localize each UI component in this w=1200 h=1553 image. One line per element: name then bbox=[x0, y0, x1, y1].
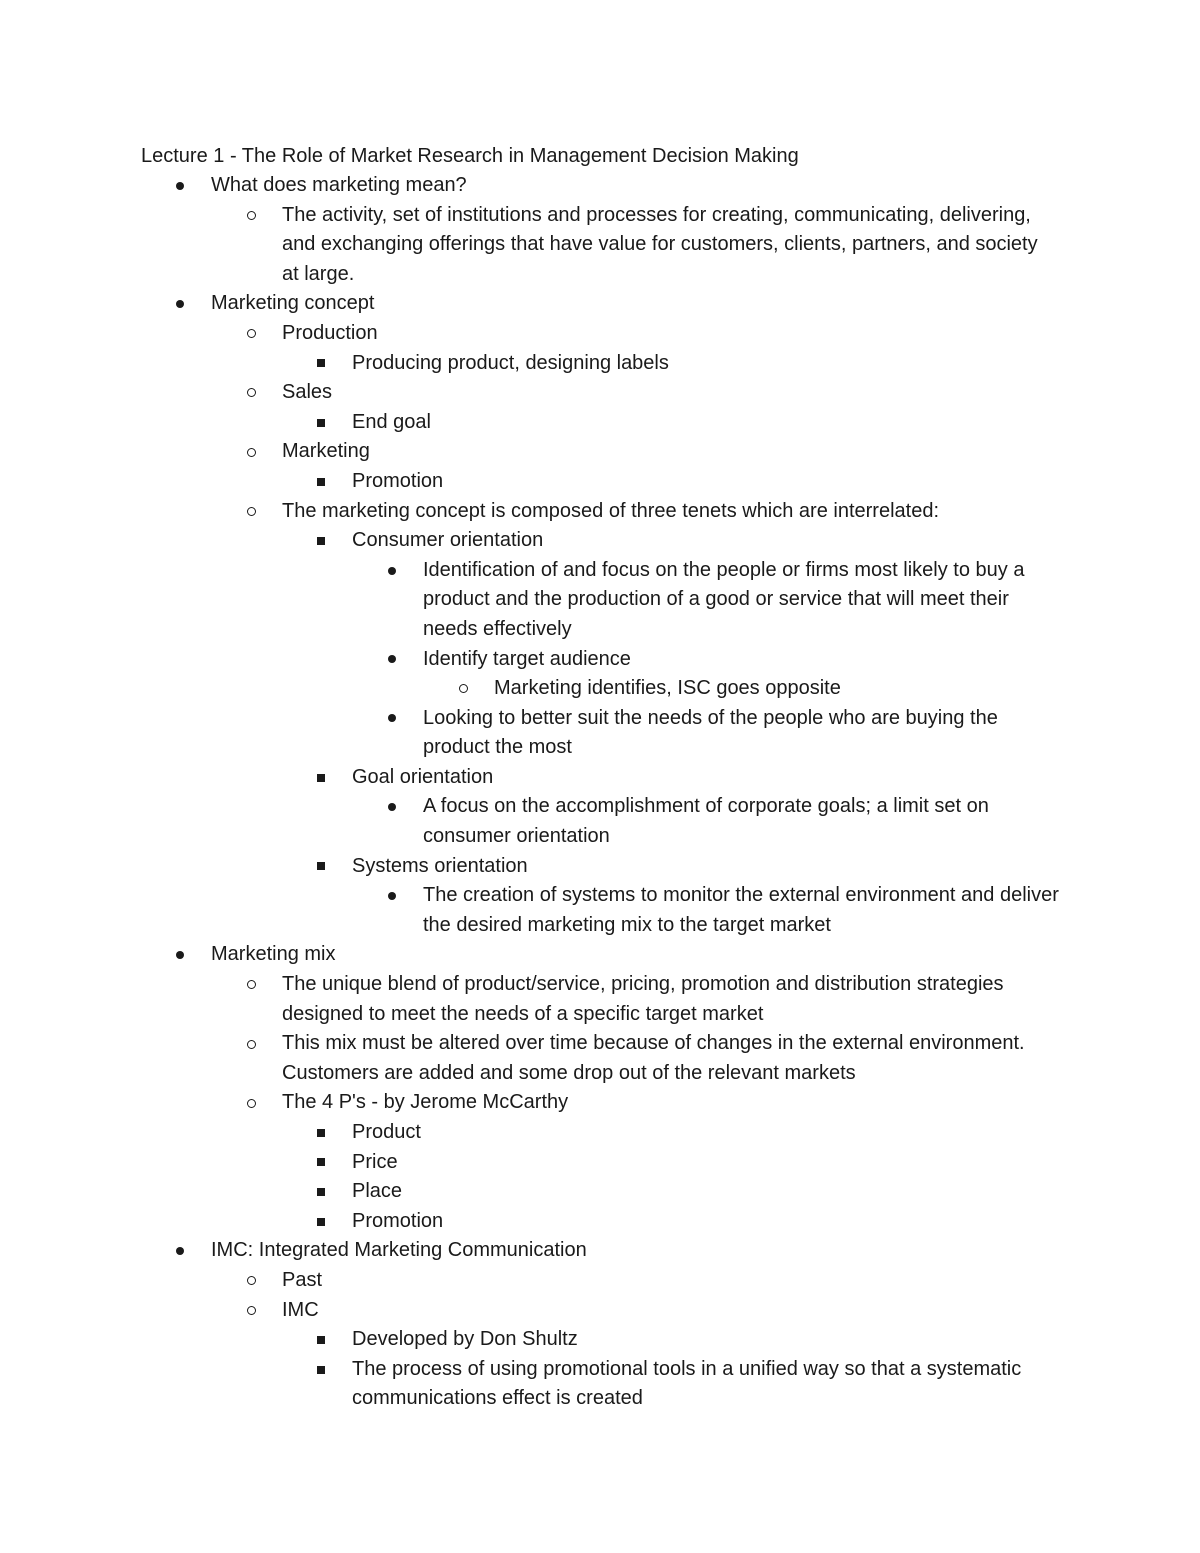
list-item-text: Developed by Don Shultz bbox=[352, 1328, 578, 1351]
list-item bbox=[352, 763, 1052, 793]
list-item-text: What does marketing mean? bbox=[211, 174, 467, 196]
list-item-text: Sales bbox=[282, 381, 333, 404]
list-item bbox=[352, 1148, 1052, 1178]
list-item bbox=[352, 1177, 1052, 1207]
filled-circle-bullet-icon bbox=[385, 704, 399, 734]
filled-circle-bullet-icon bbox=[173, 289, 187, 319]
list-item bbox=[352, 1325, 1052, 1355]
list-item bbox=[282, 1266, 1042, 1296]
filled-circle-bullet-icon bbox=[385, 881, 399, 911]
list-item-text: The unique blend of product/service, pricing, promotion and distribution strategies designed to meet the needs of a specific target market bbox=[282, 973, 1004, 1025]
square-bullet-icon bbox=[314, 526, 328, 556]
list-item bbox=[282, 497, 1042, 527]
list-item bbox=[282, 1088, 1042, 1118]
hollow-circle-bullet-icon bbox=[244, 1296, 258, 1326]
square-bullet-icon bbox=[314, 1325, 328, 1355]
hollow-circle-bullet-icon bbox=[244, 1088, 258, 1118]
list-item bbox=[423, 792, 1063, 851]
filled-circle-bullet-icon bbox=[385, 645, 399, 675]
square-bullet-icon bbox=[314, 763, 328, 793]
page-title: Lecture 1 - The Role of Market Research in Management Decision Making bbox=[141, 145, 799, 167]
list-item-text: Past bbox=[282, 1268, 323, 1291]
list-item bbox=[352, 852, 1052, 882]
list-item-text: Producing product, designing labels bbox=[352, 351, 669, 374]
list-item bbox=[423, 556, 1063, 645]
hollow-circle-bullet-icon bbox=[244, 437, 258, 467]
list-item-text: Product bbox=[352, 1121, 421, 1143]
hollow-circle-bullet-icon bbox=[244, 1266, 258, 1296]
list-item-text: This mix must be altered over time because of changes in the external environment. Customers are added and some drop out of the relevant markets bbox=[282, 1032, 1025, 1084]
list-item bbox=[352, 526, 1052, 556]
bullet-outline bbox=[0, 171, 1200, 1414]
filled-circle-bullet-icon bbox=[173, 1236, 187, 1266]
list-item-text: Production bbox=[282, 321, 378, 344]
list-item-text: The activity, set of institutions and processes for creating, communicating, delivering, and exchanging offerings that have value for customers, clients, partners, and society at large. bbox=[282, 203, 1038, 285]
hollow-circle-bullet-icon bbox=[244, 201, 258, 231]
list-item-text: A focus on the accomplishment of corporate goals; a limit set on consumer orientation bbox=[423, 795, 989, 848]
list-item bbox=[211, 289, 1061, 319]
list-item bbox=[282, 437, 1042, 467]
list-item bbox=[352, 467, 1052, 497]
list-item-text: Identify target audience bbox=[423, 647, 631, 670]
square-bullet-icon bbox=[314, 1177, 328, 1207]
list-item-text: Identification of and focus on the people or firms most likely to buy a product and the production of a good or service that will meet their needs effectively bbox=[423, 558, 1025, 640]
list-item bbox=[282, 1296, 1042, 1326]
list-item-text: IMC: Integrated Marketing Communication bbox=[211, 1239, 587, 1262]
list-item bbox=[282, 201, 1042, 290]
filled-circle-bullet-icon bbox=[385, 556, 399, 586]
list-item-text: The creation of systems to monitor the external environment and deliver the desired marketing mix to the target market bbox=[423, 884, 1059, 936]
list-item bbox=[352, 349, 1052, 379]
list-item bbox=[282, 970, 1042, 1029]
list-item-text: IMC bbox=[282, 1298, 319, 1321]
hollow-circle-bullet-icon bbox=[244, 970, 258, 1000]
square-bullet-icon bbox=[314, 1148, 328, 1178]
hollow-circle-bullet-icon bbox=[244, 497, 258, 527]
list-item-text: Looking to better suit the needs of the people who are buying the product the most bbox=[423, 706, 998, 759]
list-item bbox=[211, 171, 1061, 201]
square-bullet-icon bbox=[314, 1355, 328, 1385]
list-item-text: Systems orientation bbox=[352, 854, 528, 877]
list-item bbox=[423, 645, 1063, 675]
list-item-text: Marketing identifies, ISC goes opposite bbox=[494, 677, 841, 700]
list-item bbox=[211, 940, 1061, 970]
list-item bbox=[282, 319, 1042, 349]
list-item bbox=[494, 674, 1054, 704]
list-item bbox=[423, 704, 1063, 763]
list-item-text: Marketing bbox=[282, 440, 370, 463]
list-item-text: Place bbox=[352, 1180, 403, 1203]
square-bullet-icon bbox=[314, 852, 328, 882]
list-item bbox=[352, 1207, 1052, 1237]
filled-circle-bullet-icon bbox=[173, 940, 187, 970]
list-item bbox=[211, 1236, 1061, 1266]
hollow-circle-bullet-icon bbox=[244, 319, 258, 349]
hollow-circle-bullet-icon bbox=[244, 378, 258, 408]
list-item-text: Goal orientation bbox=[352, 765, 494, 788]
list-item bbox=[352, 1355, 1052, 1414]
filled-circle-bullet-icon bbox=[385, 792, 399, 822]
list-item-text: Promotion bbox=[352, 1209, 444, 1232]
list-item-text: The marketing concept is composed of three tenets which are interrelated: bbox=[282, 499, 940, 522]
hollow-circle-bullet-icon bbox=[456, 674, 470, 704]
list-item-text: End goal bbox=[352, 410, 431, 433]
list-item-text: Consumer orientation bbox=[352, 529, 544, 552]
list-item bbox=[282, 1029, 1042, 1088]
square-bullet-icon bbox=[314, 408, 328, 438]
hollow-circle-bullet-icon bbox=[244, 1029, 258, 1059]
list-item bbox=[423, 881, 1063, 940]
list-item bbox=[282, 378, 1042, 408]
list-item-text: The 4 P's - by Jerome McCarthy bbox=[282, 1091, 569, 1114]
list-item-text: Marketing mix bbox=[211, 943, 336, 966]
square-bullet-icon bbox=[314, 1118, 328, 1148]
list-item-text: Price bbox=[352, 1150, 398, 1173]
square-bullet-icon bbox=[314, 349, 328, 379]
list-item bbox=[352, 1118, 1052, 1148]
square-bullet-icon bbox=[314, 467, 328, 497]
filled-circle-bullet-icon bbox=[173, 171, 187, 201]
list-item-text: Marketing concept bbox=[211, 292, 375, 315]
list-item-text: The process of using promotional tools in a unified way so that a systematic communications effect is created bbox=[352, 1357, 1022, 1410]
list-item bbox=[352, 408, 1052, 438]
square-bullet-icon bbox=[314, 1207, 328, 1237]
list-item-text: Promotion bbox=[352, 469, 444, 492]
